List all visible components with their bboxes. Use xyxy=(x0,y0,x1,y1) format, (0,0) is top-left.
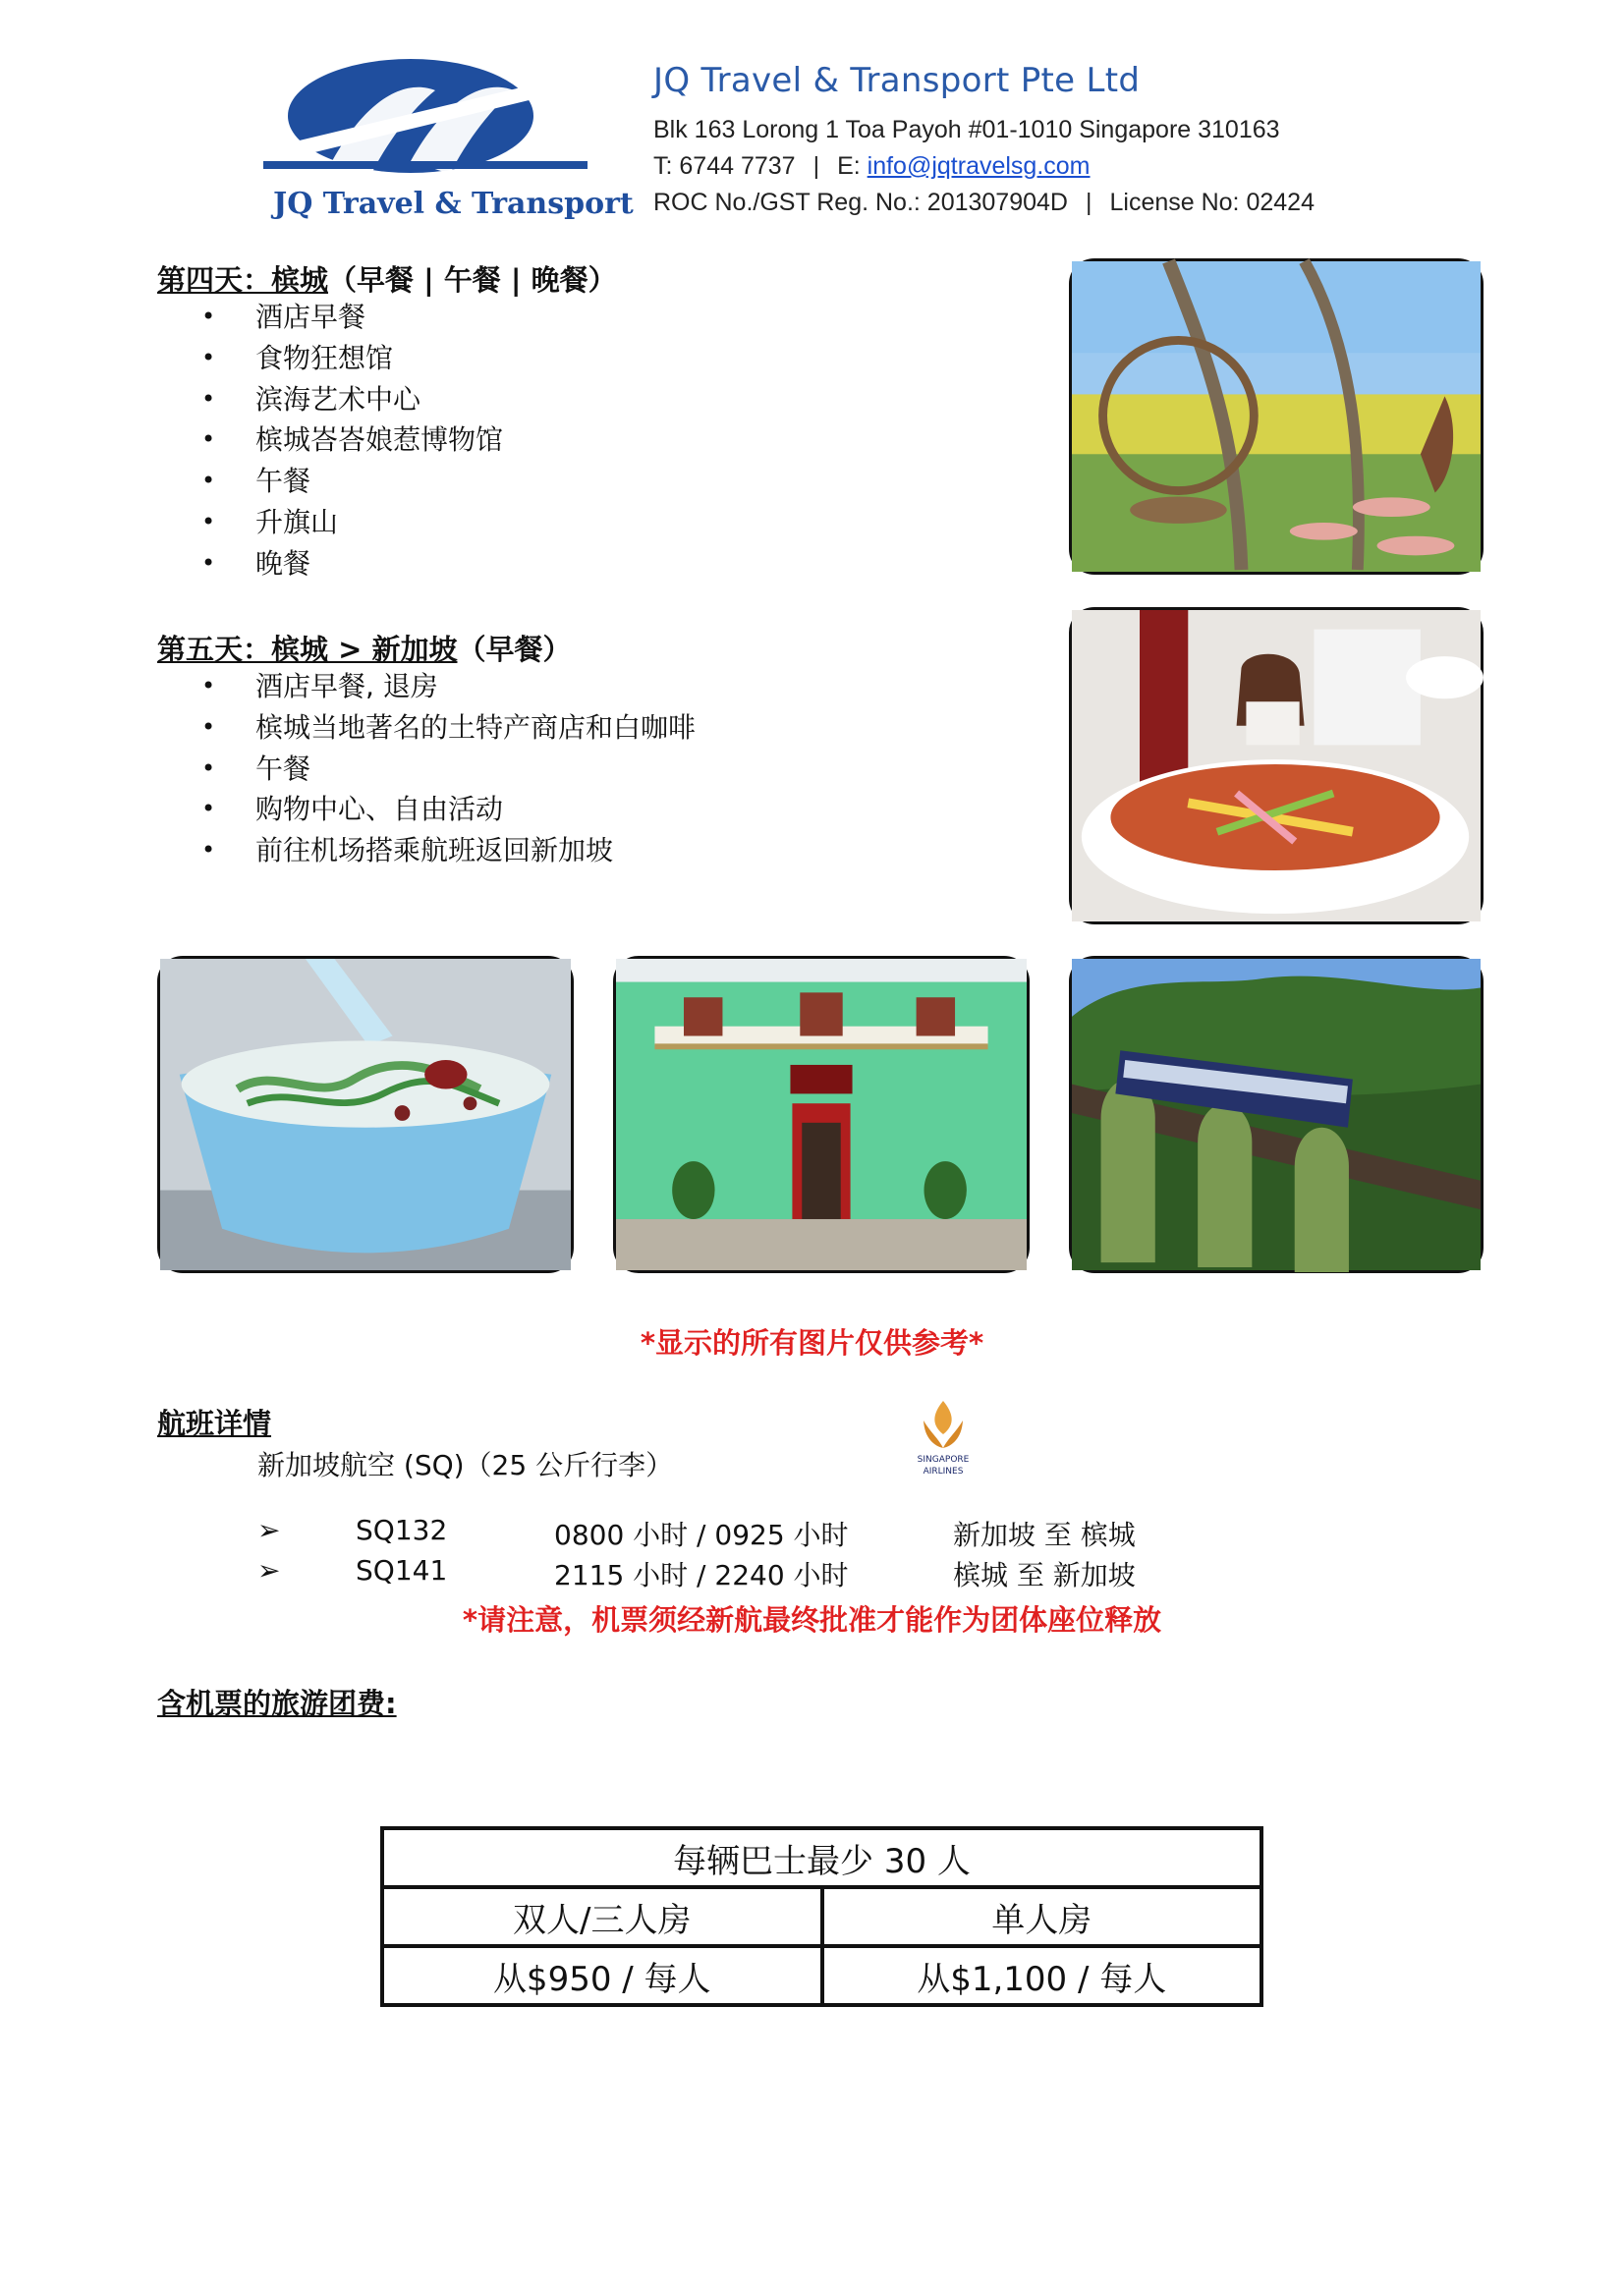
roc-number: ROC No./GST Reg. No.: 201307904D xyxy=(653,189,1068,216)
airline-info: 新加坡航空 (SQ)（25 公斤行李） xyxy=(257,1449,674,1481)
list-item: • 前往机场搭乘航班返回新加坡 xyxy=(201,830,696,871)
list-item: • 酒店早餐 xyxy=(201,297,503,338)
license-number: License No: 02424 xyxy=(1109,189,1315,216)
arrow-bullet-icon: ➢ xyxy=(257,1514,281,1546)
day4-title-meals: （早餐 | 午餐 | 晚餐） xyxy=(328,263,617,297)
photo-peranakan-mansion xyxy=(613,956,1030,1273)
flight-code: SQ141 xyxy=(356,1554,448,1587)
svg-text:SINGAPORE: SINGAPORE xyxy=(917,1455,970,1465)
company-address: Blk 163 Lorong 1 Toa Payoh #01-1010 Singapore 310163 xyxy=(653,116,1280,143)
day5-title-main: 第五天：槟城 > 新加坡 xyxy=(157,633,458,666)
company-registration xyxy=(653,189,1315,217)
price-cell: 从$1,100 / 每人 xyxy=(822,1946,1262,2005)
flight-route: 槟城 至 新加坡 xyxy=(953,1559,1136,1591)
day5-title xyxy=(157,628,572,668)
photo-rice-field-art xyxy=(1069,258,1484,575)
day5-itinerary-list xyxy=(201,666,696,871)
day4-itinerary-list xyxy=(201,297,503,585)
room-type-header: 单人房 xyxy=(822,1887,1262,1946)
list-item: • 晚餐 xyxy=(201,543,503,585)
day4-title-main: 第四天：槟城 xyxy=(157,263,329,297)
table-row xyxy=(382,1828,1261,1887)
table-row xyxy=(382,1946,1261,2005)
day5-title-meals: （早餐） xyxy=(457,633,572,666)
table-row xyxy=(382,1887,1261,1946)
email-label: E: xyxy=(837,152,861,180)
company-contact xyxy=(653,152,1091,181)
svg-text:AIRLINES: AIRLINES xyxy=(923,1467,964,1477)
photo-cendol-dessert xyxy=(157,956,574,1273)
list-item: • 购物中心、自由活动 xyxy=(201,789,696,830)
list-item: • 午餐 xyxy=(201,749,696,790)
company-name: JQ Travel & Transport Pte Ltd xyxy=(653,61,1141,100)
list-item: • 午餐 xyxy=(201,461,503,502)
list-item: • 升旗山 xyxy=(201,502,503,543)
list-item: • 槟城当地著名的土特产商店和白咖啡 xyxy=(201,707,696,749)
price-table xyxy=(380,1826,1263,2007)
list-item: • 槟城峇峇娘惹博物馆 xyxy=(201,419,503,461)
flight-section-title: 航班详情 xyxy=(157,1407,272,1440)
list-item: • 食物狂想馆 xyxy=(201,338,503,379)
day4-title xyxy=(157,258,617,299)
flight-time: 0800 小时 / 0925 小时 xyxy=(554,1519,849,1551)
singapore-airlines-logo xyxy=(909,1399,978,1479)
photo-penang-hill-funicular xyxy=(1069,956,1484,1273)
list-item: • 酒店早餐, 退房 xyxy=(201,666,696,707)
flight-route: 新加坡 至 槟城 xyxy=(953,1519,1136,1551)
arrow-bullet-icon: ➢ xyxy=(257,1554,281,1587)
company-logo xyxy=(263,51,634,226)
price-cell: 从$950 / 每人 xyxy=(382,1946,822,2005)
price-table-caption: 每辆巴士最少 30 人 xyxy=(382,1828,1261,1887)
flight-approval-note: *请注意，机票须经新航最终批准才能作为团体座位释放 xyxy=(462,1603,1162,1637)
image-disclaimer: *显示的所有图片仅供参考* xyxy=(640,1326,984,1360)
flight-code: SQ132 xyxy=(356,1514,448,1546)
separator: | xyxy=(812,152,820,180)
photo-giant-laksa-bowl xyxy=(1069,607,1484,924)
fare-section-title: 含机票的旅游团费: xyxy=(157,1687,397,1720)
email-link[interactable]: info@jqtravelsg.com xyxy=(867,152,1091,180)
phone-number: T: 6744 7737 xyxy=(653,152,796,180)
list-item: • 滨海艺术中心 xyxy=(201,379,503,420)
room-type-header: 双人/三人房 xyxy=(382,1887,822,1946)
logo-text: JQ Travel & Transport xyxy=(273,187,634,221)
separator: | xyxy=(1085,189,1092,216)
flight-time: 2115 小时 / 2240 小时 xyxy=(554,1559,849,1591)
